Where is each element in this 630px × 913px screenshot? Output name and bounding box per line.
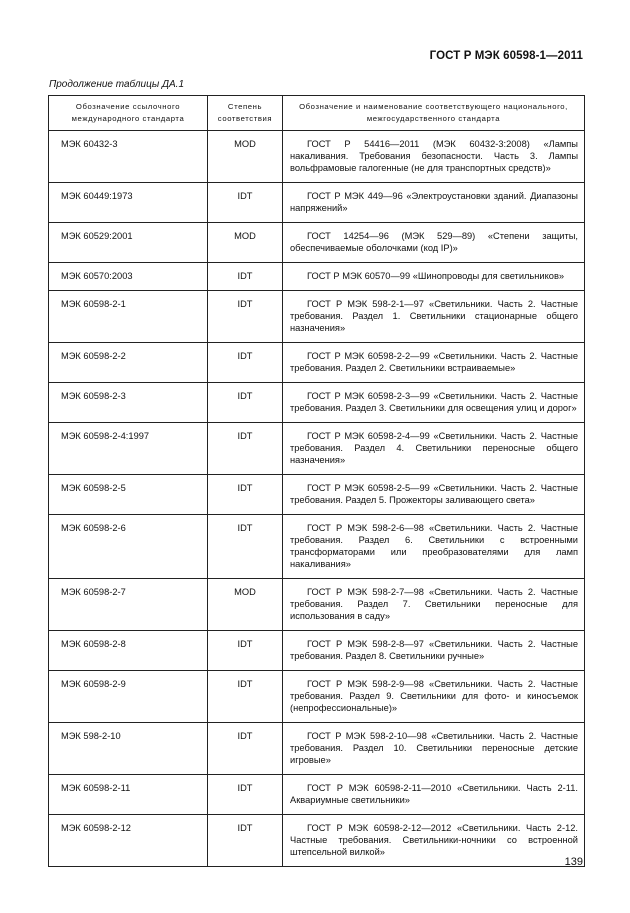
national-standard-cell: ГОСТ Р МЭК 598-2-8—97 «Светильники. Часть 2. Частные требования. Раздел 8. Светильники ручные» — [283, 631, 585, 671]
intl-standard-cell: МЭК 60598-2-4:1997 — [49, 423, 208, 475]
national-standard-cell: ГОСТ Р МЭК 60598-2-4—99 «Светильники. Часть 2. Частные требования. Раздел 4. Светильники переносные общего назначения» — [283, 423, 585, 475]
table-row — [49, 423, 585, 475]
intl-standard-cell: МЭК 598-2-10 — [49, 723, 208, 775]
intl-standard-cell: МЭК 60570:2003 — [49, 263, 208, 291]
intl-standard-cell: МЭК 60529:2001 — [49, 223, 208, 263]
table-row — [49, 291, 585, 343]
intl-standard-cell: МЭК 60598-2-1 — [49, 291, 208, 343]
degree-cell: IDT — [208, 343, 283, 383]
national-standard-cell: ГОСТ Р МЭК 60598-2-11—2010 «Светильники. Часть 2-11. Аквариумные светильники» — [283, 775, 585, 815]
national-standard-cell: ГОСТ Р МЭК 598-2-10—98 «Светильники. Часть 2. Частные требования. Раздел 10. Светильники переносные детские игровые» — [283, 723, 585, 775]
intl-standard-cell: МЭК 60598-2-11 — [49, 775, 208, 815]
national-standard-cell: ГОСТ 14254—96 (МЭК 529—89) «Степени защиты, обеспечиваемые оболочками (код IP)» — [283, 223, 585, 263]
degree-cell: IDT — [208, 423, 283, 475]
table-row — [49, 671, 585, 723]
national-standard-cell: ГОСТ Р МЭК 60598-2-12—2012 «Светильники. Часть 2-12. Частные требования. Светильники-ночники со встроенной штепсельной вилкой» — [283, 815, 585, 867]
degree-cell: IDT — [208, 515, 283, 579]
degree-cell: IDT — [208, 631, 283, 671]
national-standard-cell: ГОСТ Р МЭК 598-2-1—97 «Светильники. Часть 2. Частные требования. Раздел 1. Светильники стационарные общего назначения» — [283, 291, 585, 343]
table-row — [49, 263, 585, 291]
intl-standard-cell: МЭК 60598-2-7 — [49, 579, 208, 631]
intl-standard-cell: МЭК 60598-2-9 — [49, 671, 208, 723]
table-row — [49, 775, 585, 815]
column-header-intl-standard: Обозначение ссылочного международного стандарта — [49, 96, 208, 131]
degree-cell: IDT — [208, 183, 283, 223]
table-row — [49, 631, 585, 671]
degree-cell: MOD — [208, 223, 283, 263]
degree-cell: IDT — [208, 815, 283, 867]
page-number: 139 — [564, 856, 583, 868]
degree-cell: IDT — [208, 383, 283, 423]
intl-standard-cell: МЭК 60598-2-3 — [49, 383, 208, 423]
table-row — [49, 515, 585, 579]
national-standard-cell: ГОСТ Р МЭК 449—96 «Электроустановки зданий. Диапазоны напряжений» — [283, 183, 585, 223]
column-header-national-standard: Обозначение и наименование соответствующего национального, межгосударственного стандарта — [283, 96, 585, 131]
national-standard-cell: ГОСТ Р МЭК 60598-2-5—99 «Светильники. Часть 2. Частные требования. Раздел 5. Прожекторы заливающего света» — [283, 475, 585, 515]
national-standard-cell: ГОСТ Р МЭК 598-2-7—98 «Светильники. Часть 2. Частные требования. Раздел 7. Светильники переносные для использования в саду» — [283, 579, 585, 631]
degree-cell: IDT — [208, 775, 283, 815]
table-row — [49, 579, 585, 631]
table-row — [49, 475, 585, 515]
national-standard-cell: ГОСТ Р МЭК 598-2-6—98 «Светильники. Часть 2. Частные требования. Раздел 6. Светильники с встроенными трансформаторами или преобразователями для ламп накаливания» — [283, 515, 585, 579]
degree-cell: IDT — [208, 723, 283, 775]
table-row — [49, 183, 585, 223]
national-standard-cell: ГОСТ Р 54416—2011 (МЭК 60432-3:2008) «Лампы накаливания. Требования безопасности. Часть 3. Лампы вольфрамовые галогенные (не для транспортных средств)» — [283, 131, 585, 183]
national-standard-cell: ГОСТ Р МЭК 60598-2-3—99 «Светильники. Часть 2. Частные требования. Раздел 3. Светильники для освещения улиц и дорог» — [283, 383, 585, 423]
table-row — [49, 815, 585, 867]
document-header: ГОСТ Р МЭК 60598-1—2011 — [429, 50, 583, 62]
national-standard-cell: ГОСТ Р МЭК 60570—99 «Шинопроводы для светильников» — [283, 263, 585, 291]
degree-cell: MOD — [208, 131, 283, 183]
standards-table — [48, 95, 585, 867]
degree-cell: IDT — [208, 263, 283, 291]
table-header-row — [49, 96, 585, 131]
degree-cell: MOD — [208, 579, 283, 631]
intl-standard-cell: МЭК 60598-2-6 — [49, 515, 208, 579]
table-row — [49, 223, 585, 263]
table-row — [49, 723, 585, 775]
table-caption: Продолжение таблицы ДА.1 — [49, 79, 185, 90]
intl-standard-cell: МЭК 60598-2-2 — [49, 343, 208, 383]
intl-standard-cell: МЭК 60449:1973 — [49, 183, 208, 223]
intl-standard-cell: МЭК 60598-2-12 — [49, 815, 208, 867]
national-standard-cell: ГОСТ Р МЭК 598-2-9—98 «Светильники. Часть 2. Частные требования. Раздел 9. Светильники для фото- и киносъемок (непрофессиональные)» — [283, 671, 585, 723]
degree-cell: IDT — [208, 671, 283, 723]
intl-standard-cell: МЭК 60432-3 — [49, 131, 208, 183]
column-header-degree: Степень соответствия — [208, 96, 283, 131]
intl-standard-cell: МЭК 60598-2-8 — [49, 631, 208, 671]
degree-cell: IDT — [208, 291, 283, 343]
intl-standard-cell: МЭК 60598-2-5 — [49, 475, 208, 515]
table-row — [49, 131, 585, 183]
national-standard-cell: ГОСТ Р МЭК 60598-2-2—99 «Светильники. Часть 2. Частные требования. Раздел 2. Светильники встраиваемые» — [283, 343, 585, 383]
degree-cell: IDT — [208, 475, 283, 515]
table-row — [49, 383, 585, 423]
table-row — [49, 343, 585, 383]
